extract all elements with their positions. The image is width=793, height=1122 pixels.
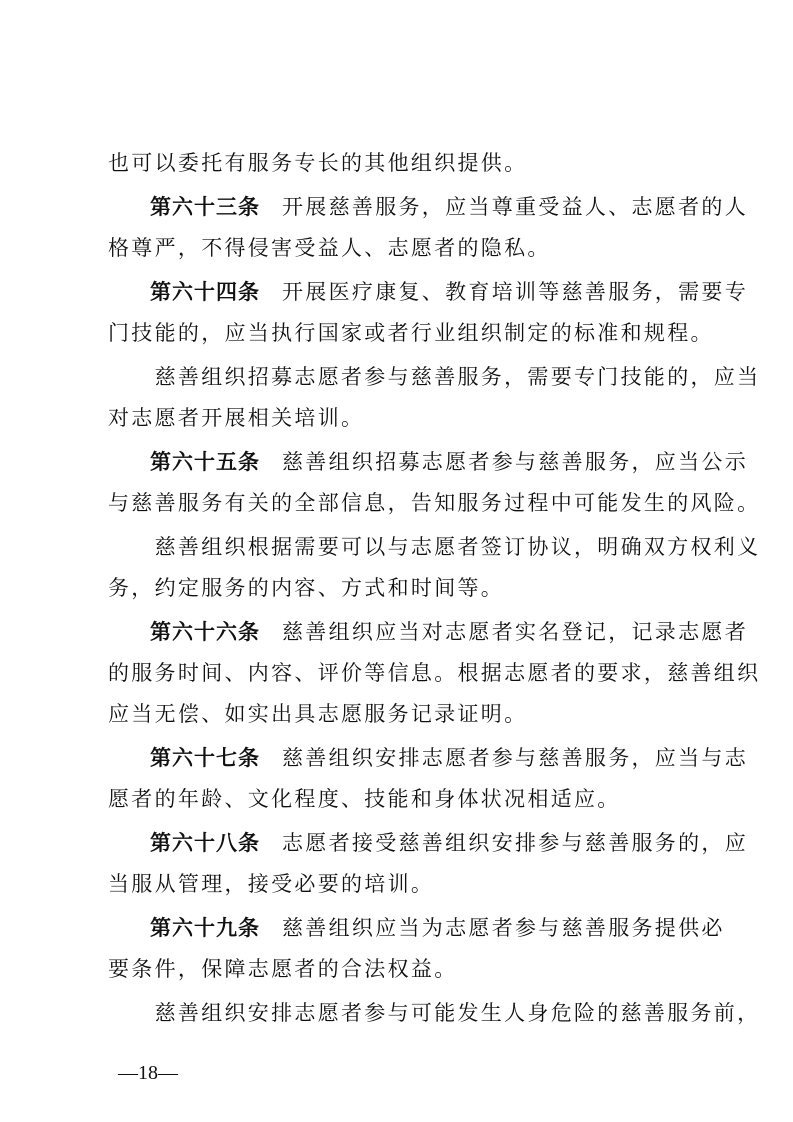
paragraph-text: 慈善组织根据需要可以与志愿者签订协议，明确双方权利义 xyxy=(108,535,761,559)
article-number: 第六十六条 xyxy=(150,620,260,644)
text-line xyxy=(108,362,761,392)
text-line xyxy=(108,277,748,307)
text-line xyxy=(108,658,761,688)
article-text: 志愿者接受慈善组织安排参与慈善服务的，应 xyxy=(282,831,748,855)
article-text: 慈善组织招募志愿者参与慈善服务，应当公示 xyxy=(282,450,748,474)
article-number: 第六十三条 xyxy=(150,195,260,219)
text-line xyxy=(108,828,748,858)
article-number: 第六十七条 xyxy=(150,746,260,770)
article-text: 慈善组织应当对志愿者实名登记，记录志愿者 xyxy=(282,620,748,644)
article-number: 第六十八条 xyxy=(150,831,260,855)
paragraph-text: 愿者的年龄、文化程度、技能和身体状况相适应。 xyxy=(108,787,621,811)
paragraph-text: 也可以委托有服务专长的其他组织提供。 xyxy=(108,151,528,175)
article-text: 慈善组织应当为志愿者参与慈善服务提供必 xyxy=(282,916,725,940)
article-number: 第六十五条 xyxy=(150,450,260,474)
paragraph-text: 的服务时间、内容、评价等信息。根据志愿者的要求，慈善组织 xyxy=(108,661,761,685)
text-line xyxy=(108,743,748,773)
text-line xyxy=(108,532,761,562)
article-text: 开展医疗康复、教育培训等慈善服务，需要专 xyxy=(282,280,748,304)
article-number: 第六十九条 xyxy=(150,916,260,940)
text-line xyxy=(108,954,698,984)
text-line xyxy=(108,488,761,518)
text-line xyxy=(108,913,740,943)
text-line xyxy=(108,617,748,647)
page-number: —18— xyxy=(118,1062,178,1084)
text-line xyxy=(108,573,698,603)
article-text: 开展慈善服务，应当尊重受益人、志愿者的人 xyxy=(282,195,748,219)
text-line xyxy=(108,869,698,899)
paragraph-text: 务，约定服务的内容、方式和时间等。 xyxy=(108,576,505,600)
text-line xyxy=(108,403,698,433)
text-line xyxy=(108,699,698,729)
paragraph-text: 与慈善服务有关的全部信息，告知服务过程中可能发生的风险。 xyxy=(108,491,761,515)
paragraph-text: 格尊严，不得侵害受益人、志愿者的隐私。 xyxy=(108,236,551,260)
text-line xyxy=(108,998,761,1028)
text-line xyxy=(108,192,748,222)
text-line xyxy=(108,784,698,814)
paragraph-text: 当服从管理，接受必要的培训。 xyxy=(108,872,435,896)
paragraph-text: 要条件，保障志愿者的合法权益。 xyxy=(108,957,458,981)
text-line xyxy=(108,148,698,178)
paragraph-text: 对志愿者开展相关培训。 xyxy=(108,406,365,430)
paragraph-text: 慈善组织安排志愿者参与可能发生人身危险的慈善服务前， xyxy=(108,1001,761,1025)
article-text: 慈善组织安排志愿者参与慈善服务，应当与志 xyxy=(282,746,748,770)
text-line xyxy=(108,447,748,477)
paragraph-text: 门技能的，应当执行国家或者行业组织制定的标准和规程。 xyxy=(108,321,714,345)
text-line xyxy=(108,318,714,348)
paragraph-text: 慈善组织招募志愿者参与慈善服务，需要专门技能的，应当 xyxy=(108,365,761,389)
paragraph-text: 应当无偿、如实出具志愿服务记录证明。 xyxy=(108,702,528,726)
text-line xyxy=(108,233,698,263)
article-number: 第六十四条 xyxy=(150,280,260,304)
